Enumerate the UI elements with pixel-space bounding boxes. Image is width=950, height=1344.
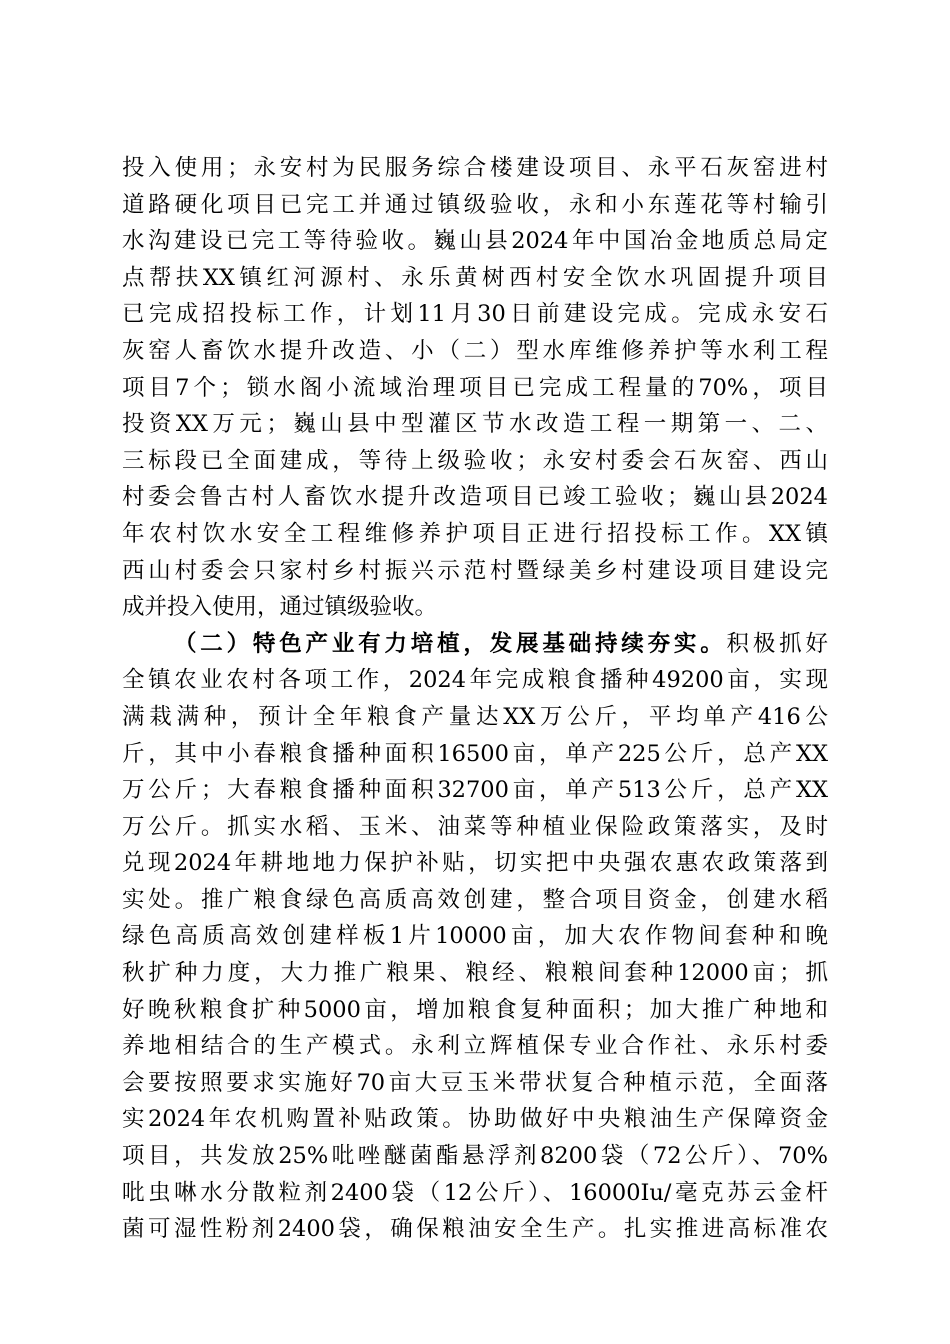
paragraph-1 bbox=[122, 150, 828, 626]
text-line: 投入使用；永安村为民服务综合楼建设项目、永平石灰窑进村 bbox=[122, 155, 828, 181]
section-heading-line bbox=[122, 626, 828, 663]
text-line: 项目，共发放25%吡唑醚菌酯悬浮剂8200袋（72公斤）、70% bbox=[122, 1143, 828, 1170]
text-line: 满栽满种，预计全年粮食产量达XX万公斤，平均单产416公 bbox=[122, 703, 828, 730]
paragraph-2 bbox=[122, 626, 828, 1248]
text-line: 养地相结合的生产模式。永利立辉植保专业合作社、永乐村委 bbox=[122, 1033, 828, 1060]
text-line: 全镇农业农村各项工作，2024年完成粮食播种49200亩，实现 bbox=[122, 667, 828, 694]
text-line: 灰窑人畜饮水提升改造、小（二）型水库维修养护等水利工程 bbox=[122, 337, 828, 364]
text-line: 会要按照要求实施好70亩大豆玉米带状复合种植示范，全面落 bbox=[122, 1069, 828, 1096]
text-line: 三标段已全面建成，等待上级验收；永安村委会石灰窑、西山 bbox=[122, 447, 828, 474]
text-line: 点帮扶XX镇红河源村、永乐黄树西村安全饮水巩固提升项目 bbox=[122, 264, 828, 291]
text-line: 实2024年农机购置补贴政策。协助做好中央粮油生产保障资金 bbox=[122, 1106, 828, 1133]
text-line: 秋扩种力度，大力推广粮果、粮经、粮粮间套种12000亩；抓 bbox=[122, 960, 828, 987]
section-heading: （二）特色产业有力培植，发展基础持续夯实。 bbox=[174, 630, 727, 657]
text-line: 万公斤。抓实水稻、玉米、油菜等种植业保险政策落实，及时 bbox=[122, 813, 828, 840]
text-line: 绿色高质高效创建样板1片10000亩，加大农作物间套种和晚 bbox=[122, 923, 828, 950]
text-line: 投资XX万元；巍山县中型灌区节水改造工程一期第一、二、 bbox=[122, 411, 828, 438]
section-heading-continuation: 积极抓好 bbox=[726, 630, 828, 657]
text-line: 万公斤；大春粮食播种面积32700亩，单产513公斤，总产XX bbox=[122, 777, 828, 804]
text-line: 实处。推广粮食绿色高质高效创建，整合项目资金，创建水稻 bbox=[122, 886, 828, 913]
text-line: 已完成招投标工作，计划11月30日前建设完成。完成永安石 bbox=[122, 301, 828, 328]
text-line: 吡虫啉水分散粒剂2400袋（12公斤）、16000Iu/毫克苏云金杆 bbox=[122, 1179, 828, 1206]
text-line: 菌可湿性粉剂2400袋，确保粮油安全生产。扎实推进高标准农 bbox=[122, 1216, 828, 1243]
text-line: 道路硬化项目已完工并通过镇级验收，永和小东莲花等村输引 bbox=[122, 191, 828, 218]
body-text bbox=[122, 150, 828, 1248]
text-line: 年农村饮水安全工程维修养护项目正进行招投标工作。XX镇 bbox=[122, 520, 828, 547]
text-line: 成并投入使用，通过镇级验收。 bbox=[122, 594, 438, 621]
text-line: 项目7个；锁水阁小流域治理项目已完成工程量的70%，项目 bbox=[122, 374, 828, 401]
text-line: 西山村委会只家村乡村振兴示范村暨绿美乡村建设项目建设完 bbox=[122, 557, 828, 584]
text-line: 好晚秋粮食扩种5000亩，增加粮食复种面积；加大推广种地和 bbox=[122, 996, 828, 1023]
text-line: 兑现2024年耕地地力保护补贴，切实把中央强农惠农政策落到 bbox=[122, 850, 828, 877]
text-line: 水沟建设已完工等待验收。巍山县2024年中国冶金地质总局定 bbox=[122, 228, 828, 255]
text-line: 斤，其中小春粮食播种面积16500亩，单产225公斤，总产XX bbox=[122, 740, 828, 767]
text-line: 村委会鲁古村人畜饮水提升改造项目已竣工验收；巍山县2024 bbox=[122, 484, 828, 511]
